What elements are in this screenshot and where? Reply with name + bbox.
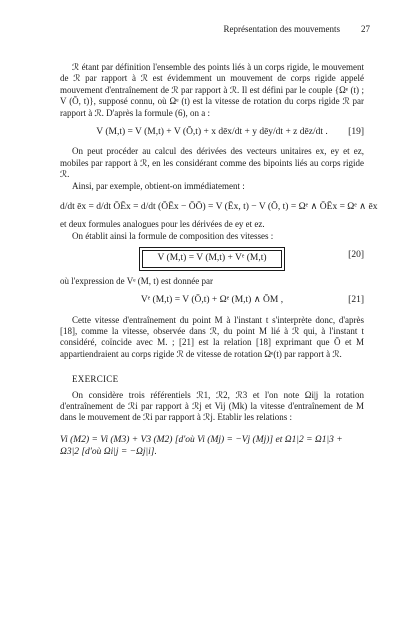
paragraph-composition: On établit ainsi la formule de composition des vitesses : [72, 230, 274, 241]
paragraph-analogous-formulas: et deux formules analogues pour les dérivées de ey et ez. [60, 219, 265, 230]
equation-derivative: d/dt ēx = d/dt ŌĒx = d/dt (ŌĒx − ŌŌ) = V (Ēx, t) − V (Ō, t) = Ωᵉ ∧ ŌĒx = Ωᵉ ∧ ēx [60, 202, 378, 213]
paragraph-interpretation: Cette vitesse d'entraînement du point M à l'instant t s'interprète donc, d'après [18], comme la vitesse, observée dans ℛ, du point M lié à ℛ qui, à l'instant t considéré, coïncide avec M. ; [21] est la relation [18] exprimant que Ō et M appartiendraient au corps rigide ℛ de vitesse de rotation Ωᵉ(t) par rapport à ℛ. [60, 314, 364, 359]
page-header [60, 24, 370, 38]
equation-21-number: [21] [348, 295, 364, 306]
equation-20-number: [20] [348, 250, 364, 261]
exercise-title: EXERCICE [72, 374, 119, 385]
equation-19-number: [19] [348, 127, 364, 138]
equation-21 [60, 295, 364, 306]
body-text [60, 62, 378, 458]
page-number: 27 [361, 24, 370, 34]
equation-20-body: V (M,t) = V (M,t) + Vᵉ (M,t) [157, 253, 267, 264]
exercise-relation-line-2: Ω3|2 [d'où Ωi|j = −Ωj|i]. [60, 446, 157, 457]
exercise-relation-line-1: Vi (M2) = Vi (M3) + V3 (M2) [d'où Vi (Mj) = −Vj (Mj)] et Ω1|2 = Ω1|3 + [60, 434, 343, 445]
equation-19-body: V (M,t) = V (M,t) + V (Ō,t) + x dēx/dt + y dēy/dt + z dēz/dt . [96, 127, 328, 138]
equation-20-box [142, 250, 281, 267]
paragraph-expression: où l'expression de Vᵉ (M, t) est donnée par [60, 275, 213, 286]
exercise-relations [60, 434, 364, 458]
equation-20 [60, 250, 364, 267]
running-title: Représentation des mouvements [223, 24, 340, 34]
paragraph-unit-vectors: On peut procéder au calcul des dérivées des vecteurs unitaires ex, ey et ez, mobiles par rapport à ℛ, en les considérant comme des bipoints liés au corps rigide ℛ. [60, 146, 364, 180]
paragraph-exercise: On considère trois référentiels ℛ1, ℛ2, ℛ3 et l'on note Ωi|j la rotation d'entraînement de ℛi par rapport à ℛj et Vij (Mk) la vitesse d'entraînement de M dans le mouvement de ℛi par rapport à ℛj. Etablir les relations : [60, 389, 364, 423]
paragraph-entrainement-definition: ℛ étant par définition l'ensemble des points liés à un corps rigide, le mouvement de ℛ par rapport à ℛ est évidemment un mouvement de corps rigide appelé mouvement d'entraînement de ℛ par rapport à ℛ. Il est défini par le couple {Ωᵉ (t) ; V (Ō, t)}, supposé connu, où Ωᵉ (t) est la vitesse de rotation du corps rigide ℛ par rapport à ℛ. D'après la formule (6), on a : [60, 62, 364, 118]
equation-21-body: Vᵉ (M,t) = V (Ō,t) + Ωᵉ (M,t) ∧ ŌM , [140, 295, 284, 306]
paragraph-example: Ainsi, par exemple, obtient-on immédiatement : [72, 180, 245, 191]
equation-19 [60, 127, 364, 138]
